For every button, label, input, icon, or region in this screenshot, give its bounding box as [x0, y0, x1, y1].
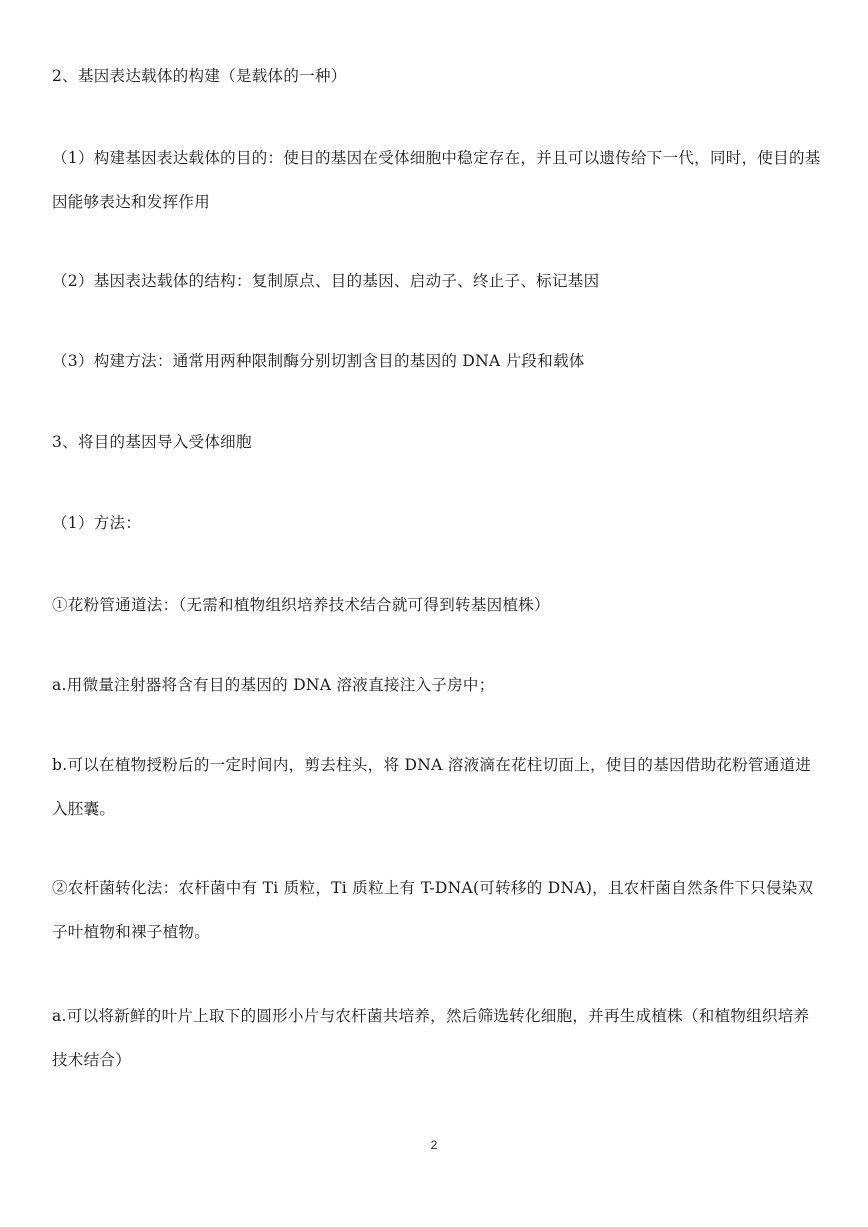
section-heading-2: 2、基因表达载体的构建（是载体的一种） — [52, 67, 347, 85]
paragraph-stigma-method: b.可以在植物授粉后的一定时间内，剪去柱头，将 DNA 溶液滴在花柱切面上，使目的基因借助花粉管通道进入胚囊。 — [52, 756, 812, 818]
paragraph-agrobacterium-method: ②农杆菌转化法：农杆菌中有 Ti 质粒，Ti 质粒上有 T-DNA(可转移的 DNA)，且农杆菌自然条件下只侵染双子叶植物和裸子植物。 — [52, 879, 814, 941]
paragraph-structure: （2）基因表达载体的结构：复制原点、目的基因、启动子、终止子、标记基因 — [52, 272, 600, 290]
paragraph-method: （3）构建方法：通常用两种限制酶分别切割含目的基因的 DNA 片段和载体 — [52, 352, 585, 370]
paragraph-leaf-disc-method: a.可以将新鲜的叶片上取下的圆形小片与农杆菌共培养，然后筛选转化细胞，并再生成植株（和植物组织培养技术结合） — [52, 1007, 810, 1069]
paragraph-microinjection: a.用微量注射器将含有目的基因的 DNA 溶液直接注入子房中； — [52, 676, 495, 694]
section-heading-3: 3、将目的基因导入受体细胞 — [52, 433, 252, 451]
paragraph-methods-label: （1）方法： — [52, 514, 142, 532]
paragraph-purpose: （1）构建基因表达载体的目的：使目的基因在受体细胞中稳定存在，并且可以遗传给下一代，同时，使目的基因能够表达和发挥作用 — [52, 149, 821, 211]
page-number: 2 — [430, 1138, 438, 1152]
paragraph-pollen-tube-method: ①花粉管通道法：（无需和植物组织培养技术结合就可得到转基因植株） — [52, 596, 550, 614]
